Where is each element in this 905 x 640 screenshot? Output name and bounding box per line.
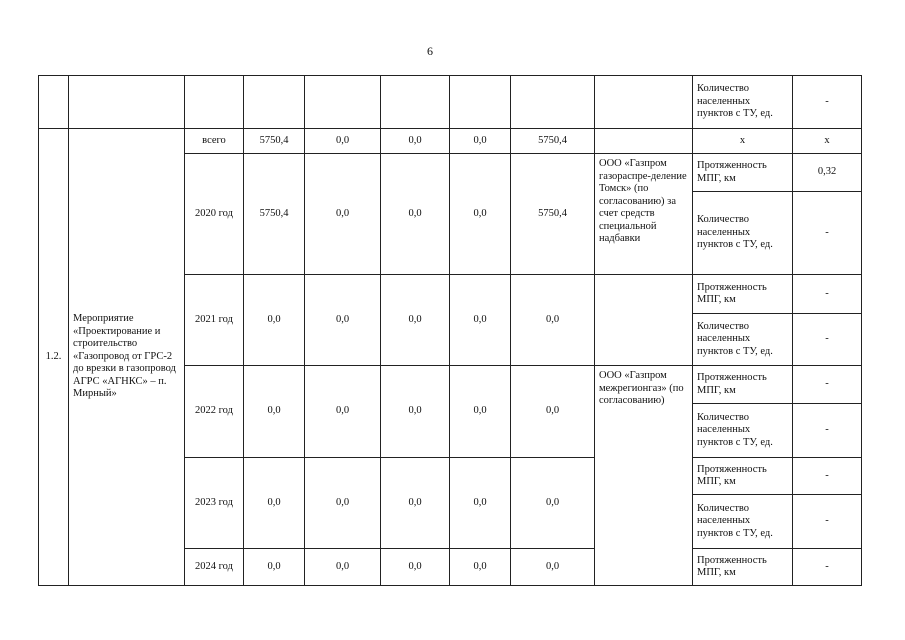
period-label: 2021 год bbox=[185, 275, 244, 366]
value-cell: 0,0 bbox=[511, 275, 595, 366]
indicator-value: - bbox=[793, 192, 862, 275]
indicator-name: Протяженность МПГ, км bbox=[693, 549, 793, 586]
value-cell: 0,0 bbox=[450, 275, 511, 366]
empty-cell bbox=[511, 76, 595, 129]
indicator-value: х bbox=[793, 129, 862, 154]
value-cell: 0,0 bbox=[511, 549, 595, 586]
value-cell: 5750,4 bbox=[511, 154, 595, 275]
period-label: всего bbox=[185, 129, 244, 154]
value-cell: 0,0 bbox=[305, 549, 381, 586]
indicator-value: 0,32 bbox=[793, 154, 862, 192]
value-cell: 0,0 bbox=[450, 129, 511, 154]
indicator-name: Протяженность МПГ, км bbox=[693, 366, 793, 404]
value-cell: 5750,4 bbox=[511, 129, 595, 154]
value-cell: 0,0 bbox=[305, 366, 381, 458]
indicator-value: - bbox=[793, 314, 862, 366]
indicator-name: х bbox=[693, 129, 793, 154]
value-cell: 0,0 bbox=[511, 366, 595, 458]
value-cell: 0,0 bbox=[305, 458, 381, 549]
period-label: 2022 год bbox=[185, 366, 244, 458]
indicator-name: Протяженность МПГ, км bbox=[693, 154, 793, 192]
period-label: 2023 год bbox=[185, 458, 244, 549]
executor-cell: ООО «Газпром межрегионгаз» (по согласованию) bbox=[595, 366, 693, 586]
indicator-value: - bbox=[793, 404, 862, 458]
period-label: 2024 год bbox=[185, 549, 244, 586]
value-cell: 0,0 bbox=[381, 549, 450, 586]
empty-cell bbox=[244, 76, 305, 129]
value-cell: 0,0 bbox=[305, 154, 381, 275]
value-cell: 0,0 bbox=[305, 129, 381, 154]
empty-cell bbox=[305, 76, 381, 129]
period-label: 2020 год bbox=[185, 154, 244, 275]
empty-cell bbox=[381, 76, 450, 129]
value-cell: 0,0 bbox=[450, 549, 511, 586]
page-number: 6 bbox=[427, 44, 433, 58]
indicator-value: - bbox=[793, 549, 862, 586]
value-cell: 0,0 bbox=[244, 366, 305, 458]
indicator-name: Количество населенных пунктов с ТУ, ед. bbox=[693, 192, 793, 275]
indicator-name: Протяженность МПГ, км bbox=[693, 458, 793, 495]
item-number: 1.2. bbox=[39, 129, 69, 586]
indicator-value: - bbox=[793, 495, 862, 549]
value-cell: 0,0 bbox=[511, 458, 595, 549]
empty-cell bbox=[39, 76, 69, 129]
value-cell: 0,0 bbox=[381, 129, 450, 154]
value-cell: 0,0 bbox=[381, 154, 450, 275]
empty-cell bbox=[450, 76, 511, 129]
table-row bbox=[39, 129, 862, 154]
value-cell: 0,0 bbox=[244, 275, 305, 366]
value-cell: 0,0 bbox=[305, 275, 381, 366]
value-cell: 0,0 bbox=[450, 366, 511, 458]
value-cell: 0,0 bbox=[381, 366, 450, 458]
value-cell: 0,0 bbox=[450, 154, 511, 275]
value-cell: 0,0 bbox=[244, 458, 305, 549]
value-cell: 0,0 bbox=[381, 458, 450, 549]
value-cell: 0,0 bbox=[450, 458, 511, 549]
indicator-value: - bbox=[793, 366, 862, 404]
indicator-name: Протяженность МПГ, км bbox=[693, 275, 793, 314]
empty-cell bbox=[595, 76, 693, 129]
indicator-name: Количество населенных пунктов с ТУ, ед. bbox=[693, 76, 793, 129]
indicator-name: Количество населенных пунктов с ТУ, ед. bbox=[693, 495, 793, 549]
indicator-name: Количество населенных пунктов с ТУ, ед. bbox=[693, 404, 793, 458]
program-table bbox=[38, 75, 862, 586]
indicator-value: - bbox=[793, 458, 862, 495]
executor-cell: ООО «Газпром газораспре-деление Томск» (по согласованию) за счет средств специальной надбавки bbox=[595, 154, 693, 275]
value-cell: 5750,4 bbox=[244, 154, 305, 275]
item-title: Мероприятие «Проектирование и строительство «Газопровод от ГРС-2 до врезки в газопровод АГРС «АГНКС» – п. Мирный» bbox=[69, 129, 185, 586]
indicator-value: - bbox=[793, 275, 862, 314]
table-row bbox=[39, 76, 862, 129]
value-cell: 5750,4 bbox=[244, 129, 305, 154]
indicator-name: Количество населенных пунктов с ТУ, ед. bbox=[693, 314, 793, 366]
indicator-value: - bbox=[793, 76, 862, 129]
value-cell: 0,0 bbox=[244, 549, 305, 586]
empty-cell bbox=[595, 275, 693, 366]
value-cell: 0,0 bbox=[381, 275, 450, 366]
empty-cell bbox=[69, 76, 185, 129]
empty-cell bbox=[595, 129, 693, 154]
empty-cell bbox=[185, 76, 244, 129]
